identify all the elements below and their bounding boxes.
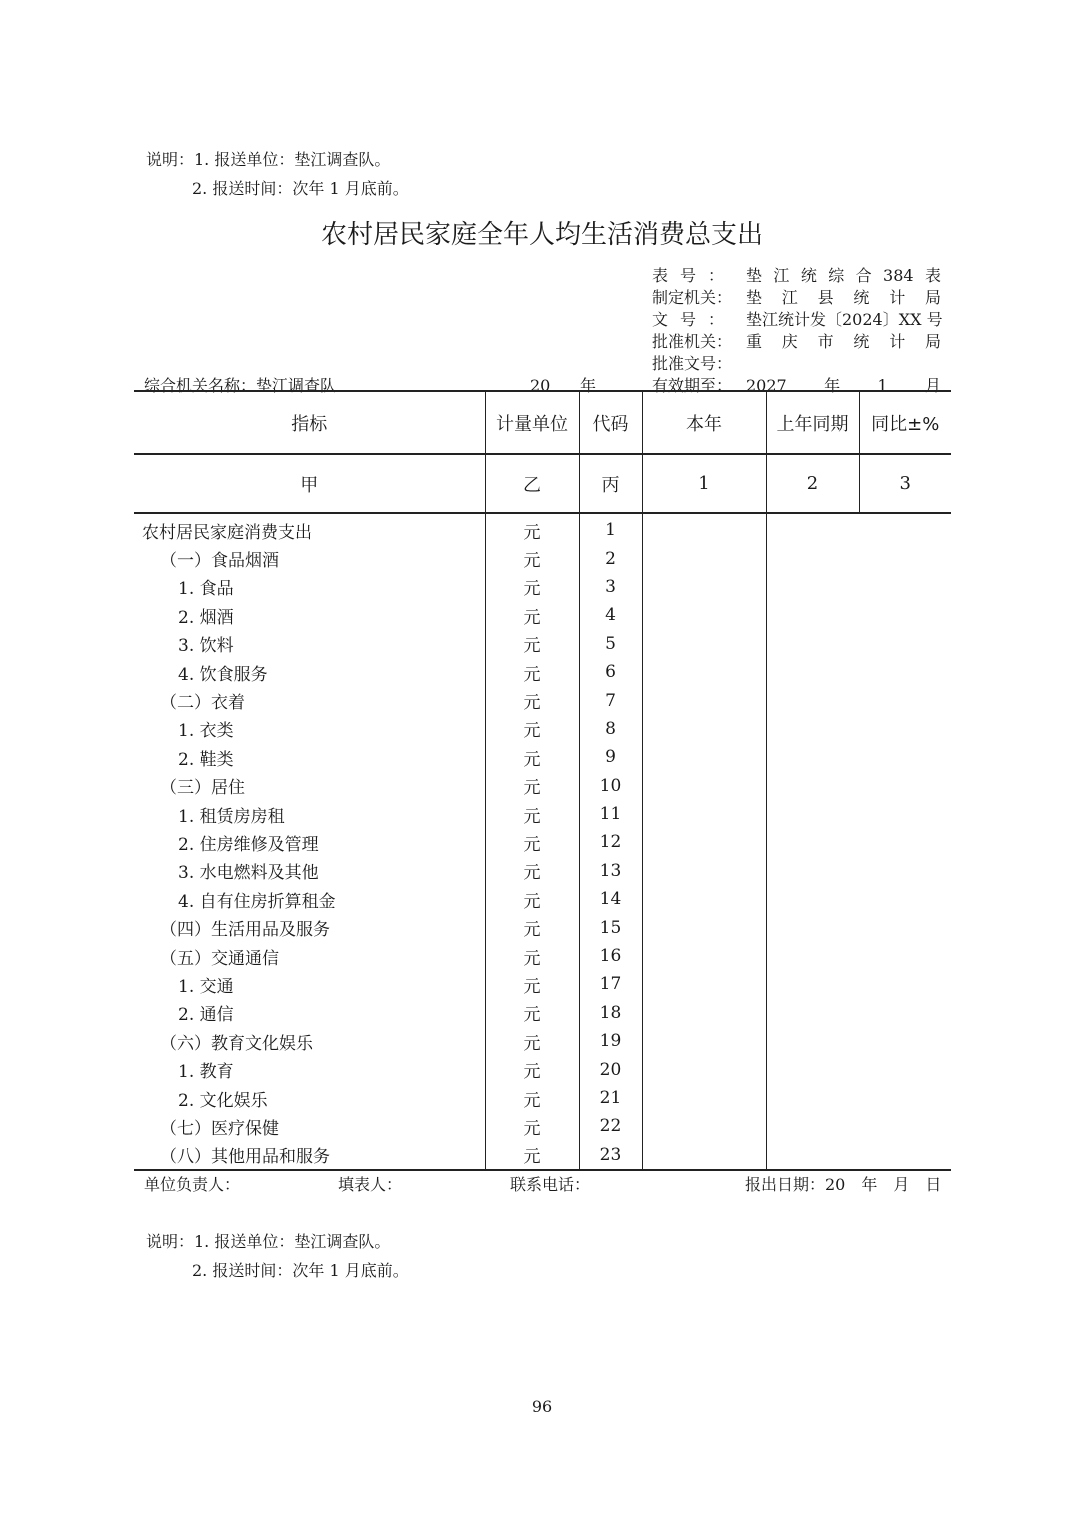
cell-last-year[interactable] bbox=[766, 601, 859, 629]
cell-last-year[interactable] bbox=[766, 885, 859, 913]
cell-current-year[interactable] bbox=[642, 772, 766, 800]
cell-last-year[interactable] bbox=[766, 772, 859, 800]
cell-last-year[interactable] bbox=[766, 857, 859, 885]
note-line-1: 说明：1. 报送单位：垫江调查队。 bbox=[146, 1232, 391, 1251]
seq-current-year: 1 bbox=[642, 454, 766, 513]
row-indicator: 2. 鞋类 bbox=[134, 743, 485, 771]
row-unit: 元 bbox=[485, 658, 579, 686]
row-unit: 元 bbox=[485, 970, 579, 998]
row-code: 1 bbox=[579, 513, 642, 544]
meta-label-form-number: 表号： bbox=[652, 266, 724, 285]
cell-yoy[interactable] bbox=[859, 601, 951, 629]
meta-label-issuer: 制定机关： bbox=[652, 288, 733, 307]
row-unit: 元 bbox=[485, 743, 579, 771]
row-code: 9 bbox=[579, 743, 642, 771]
meta-label-approver: 批准机关： bbox=[652, 332, 733, 351]
cell-current-year[interactable] bbox=[642, 885, 766, 913]
cell-current-year[interactable] bbox=[642, 715, 766, 743]
row-indicator: 1. 食品 bbox=[134, 573, 485, 601]
phone-label: 联系电话： bbox=[510, 1175, 591, 1194]
row-code: 17 bbox=[579, 970, 642, 998]
row-indicator: 3. 饮料 bbox=[134, 630, 485, 658]
seq-code: 丙 bbox=[579, 454, 642, 513]
row-indicator: 1. 衣类 bbox=[134, 715, 485, 743]
table-row bbox=[134, 800, 951, 828]
meta-label-valid-until: 有效期至： bbox=[652, 376, 733, 395]
cell-yoy[interactable] bbox=[859, 513, 951, 544]
row-code: 12 bbox=[579, 828, 642, 856]
row-code: 15 bbox=[579, 913, 642, 941]
cell-current-year[interactable] bbox=[642, 913, 766, 941]
cell-current-year[interactable] bbox=[642, 630, 766, 658]
cell-last-year[interactable] bbox=[766, 1112, 859, 1140]
table-row bbox=[134, 1055, 951, 1083]
header-indicator: 指标 bbox=[134, 391, 485, 454]
cell-current-year[interactable] bbox=[642, 857, 766, 885]
table-row bbox=[134, 828, 951, 856]
cell-yoy[interactable] bbox=[859, 942, 951, 970]
table-row bbox=[134, 1141, 951, 1170]
cell-yoy[interactable] bbox=[859, 544, 951, 572]
cell-yoy[interactable] bbox=[859, 828, 951, 856]
row-indicator: （七）医疗保健 bbox=[134, 1112, 485, 1140]
cell-current-year[interactable] bbox=[642, 999, 766, 1027]
cell-current-year[interactable] bbox=[642, 601, 766, 629]
cell-current-year[interactable] bbox=[642, 1141, 766, 1170]
meta-label-doc-number: 文号： bbox=[652, 310, 724, 329]
table-sequence-row bbox=[134, 454, 951, 513]
table-row bbox=[134, 942, 951, 970]
row-code: 2 bbox=[579, 544, 642, 572]
row-code: 20 bbox=[579, 1055, 642, 1083]
row-unit: 元 bbox=[485, 1141, 579, 1170]
table-row bbox=[134, 885, 951, 913]
row-code: 18 bbox=[579, 999, 642, 1027]
page-number: 96 bbox=[531, 1397, 553, 1416]
meta-label-approval-number: 批准文号： bbox=[652, 354, 733, 373]
row-code: 7 bbox=[579, 686, 642, 714]
cell-last-year[interactable] bbox=[766, 1055, 859, 1083]
row-code: 19 bbox=[579, 1027, 642, 1055]
expenditure-table bbox=[134, 390, 951, 1171]
table-row bbox=[134, 743, 951, 771]
cell-last-year[interactable] bbox=[766, 630, 859, 658]
table-row bbox=[134, 513, 951, 544]
row-indicator: 农村居民家庭消费支出 bbox=[134, 513, 485, 544]
row-indicator: 4. 自有住房折算租金 bbox=[134, 885, 485, 913]
cell-current-year[interactable] bbox=[642, 1055, 766, 1083]
row-unit: 元 bbox=[485, 601, 579, 629]
row-code: 5 bbox=[579, 630, 642, 658]
row-unit: 元 bbox=[485, 1084, 579, 1112]
row-unit: 元 bbox=[485, 686, 579, 714]
row-unit: 元 bbox=[485, 715, 579, 743]
cell-current-year[interactable] bbox=[642, 970, 766, 998]
table-row bbox=[134, 772, 951, 800]
cell-current-year[interactable] bbox=[642, 828, 766, 856]
row-indicator: （五）交通通信 bbox=[134, 942, 485, 970]
row-indicator: 2. 文化娱乐 bbox=[134, 1084, 485, 1112]
row-unit: 元 bbox=[485, 630, 579, 658]
cell-yoy[interactable] bbox=[859, 715, 951, 743]
meta-value-approver: 重庆市统计局 bbox=[746, 332, 941, 351]
header-current-year: 本年 bbox=[642, 391, 766, 454]
table-row bbox=[134, 658, 951, 686]
cell-yoy[interactable] bbox=[859, 970, 951, 998]
row-indicator: 3. 水电燃料及其他 bbox=[134, 857, 485, 885]
cell-last-year[interactable] bbox=[766, 942, 859, 970]
row-indicator: （一）食品烟酒 bbox=[134, 544, 485, 572]
cell-yoy[interactable] bbox=[859, 686, 951, 714]
row-indicator: 2. 住房维修及管理 bbox=[134, 828, 485, 856]
cell-yoy[interactable] bbox=[859, 913, 951, 941]
row-unit: 元 bbox=[485, 772, 579, 800]
row-unit: 元 bbox=[485, 1112, 579, 1140]
row-indicator: （二）衣着 bbox=[134, 686, 485, 714]
cell-last-year[interactable] bbox=[766, 1084, 859, 1112]
row-indicator: 1. 租赁房房租 bbox=[134, 800, 485, 828]
cell-last-year[interactable] bbox=[766, 999, 859, 1027]
table-row bbox=[134, 1112, 951, 1140]
cell-last-year[interactable] bbox=[766, 743, 859, 771]
row-unit: 元 bbox=[485, 573, 579, 601]
cell-current-year[interactable] bbox=[642, 686, 766, 714]
cell-yoy[interactable] bbox=[859, 1084, 951, 1112]
row-code: 3 bbox=[579, 573, 642, 601]
cell-yoy[interactable] bbox=[859, 1112, 951, 1140]
table-row bbox=[134, 1027, 951, 1055]
row-code: 11 bbox=[579, 800, 642, 828]
cell-yoy[interactable] bbox=[859, 885, 951, 913]
table-row bbox=[134, 686, 951, 714]
row-code: 23 bbox=[579, 1141, 642, 1170]
cell-current-year[interactable] bbox=[642, 1027, 766, 1055]
table-row bbox=[134, 715, 951, 743]
row-indicator: （四）生活用品及服务 bbox=[134, 913, 485, 941]
cell-yoy[interactable] bbox=[859, 658, 951, 686]
row-code: 10 bbox=[579, 772, 642, 800]
row-code: 16 bbox=[579, 942, 642, 970]
table-row bbox=[134, 857, 951, 885]
row-unit: 元 bbox=[485, 942, 579, 970]
cell-last-year[interactable] bbox=[766, 970, 859, 998]
cell-current-year[interactable] bbox=[642, 800, 766, 828]
table-row bbox=[134, 544, 951, 572]
cell-yoy[interactable] bbox=[859, 1027, 951, 1055]
row-indicator: （八）其他用品和服务 bbox=[134, 1141, 485, 1170]
header-last-year: 上年同期 bbox=[766, 391, 859, 454]
row-indicator: 4. 饮食服务 bbox=[134, 658, 485, 686]
note-line-1: 说明：1. 报送单位：垫江调查队。 bbox=[146, 150, 391, 169]
cell-yoy[interactable] bbox=[859, 573, 951, 601]
row-unit: 元 bbox=[485, 1027, 579, 1055]
table-row bbox=[134, 999, 951, 1027]
cell-last-year[interactable] bbox=[766, 828, 859, 856]
seq-unit: 乙 bbox=[485, 454, 579, 513]
row-code: 14 bbox=[579, 885, 642, 913]
meta-value-form-number: 垫江统综合384表 bbox=[746, 266, 941, 285]
row-unit: 元 bbox=[485, 913, 579, 941]
org-name: 综合机关名称：垫江调查队 bbox=[144, 376, 337, 395]
cell-current-year[interactable] bbox=[642, 573, 766, 601]
meta-value-valid-until: 2027年1月 bbox=[746, 376, 941, 395]
cell-last-year[interactable] bbox=[766, 513, 859, 544]
cell-last-year[interactable] bbox=[766, 658, 859, 686]
row-unit: 元 bbox=[485, 800, 579, 828]
row-code: 6 bbox=[579, 658, 642, 686]
row-code: 21 bbox=[579, 1084, 642, 1112]
cell-last-year[interactable] bbox=[766, 573, 859, 601]
row-indicator: 2. 烟酒 bbox=[134, 601, 485, 629]
note-line-2: 2. 报送时间：次年 1 月底前。 bbox=[192, 1261, 409, 1280]
row-code: 13 bbox=[579, 857, 642, 885]
table-row bbox=[134, 970, 951, 998]
row-code: 4 bbox=[579, 601, 642, 629]
cell-yoy[interactable] bbox=[859, 743, 951, 771]
cell-yoy[interactable] bbox=[859, 800, 951, 828]
row-indicator: （六）教育文化娱乐 bbox=[134, 1027, 485, 1055]
row-unit: 元 bbox=[485, 828, 579, 856]
table-row bbox=[134, 913, 951, 941]
table-row bbox=[134, 630, 951, 658]
cell-last-year[interactable] bbox=[766, 686, 859, 714]
table-header-row bbox=[134, 391, 951, 454]
row-indicator: 1. 交通 bbox=[134, 970, 485, 998]
cell-yoy[interactable] bbox=[859, 772, 951, 800]
filler-label: 填表人： bbox=[338, 1175, 403, 1194]
row-unit: 元 bbox=[485, 513, 579, 544]
row-indicator: 1. 教育 bbox=[134, 1055, 485, 1083]
page-title: 农村居民家庭全年人均生活消费总支出 bbox=[320, 220, 763, 250]
cell-yoy[interactable] bbox=[859, 999, 951, 1027]
cell-last-year[interactable] bbox=[766, 715, 859, 743]
seq-indicator: 甲 bbox=[134, 454, 485, 513]
row-code: 8 bbox=[579, 715, 642, 743]
cell-last-year[interactable] bbox=[766, 1027, 859, 1055]
row-unit: 元 bbox=[485, 857, 579, 885]
note-line-2: 2. 报送时间：次年 1 月底前。 bbox=[192, 179, 409, 198]
cell-current-year[interactable] bbox=[642, 544, 766, 572]
responsible-person-label: 单位负责人： bbox=[144, 1175, 241, 1194]
table-row bbox=[134, 601, 951, 629]
table-row bbox=[134, 1084, 951, 1112]
row-code: 22 bbox=[579, 1112, 642, 1140]
row-unit: 元 bbox=[485, 544, 579, 572]
report-year: 20 年 bbox=[530, 376, 596, 395]
table-row bbox=[134, 573, 951, 601]
cell-yoy[interactable] bbox=[859, 630, 951, 658]
cell-yoy[interactable] bbox=[859, 1055, 951, 1083]
cell-last-year[interactable] bbox=[766, 544, 859, 572]
report-date-label: 报出日期：20 年 月 日 bbox=[745, 1175, 942, 1194]
row-unit: 元 bbox=[485, 885, 579, 913]
header-code: 代码 bbox=[579, 391, 642, 454]
cell-last-year[interactable] bbox=[766, 1141, 859, 1170]
cell-last-year[interactable] bbox=[766, 800, 859, 828]
seq-yoy: 3 bbox=[859, 454, 951, 513]
row-indicator: 2. 通信 bbox=[134, 999, 485, 1027]
cell-current-year[interactable] bbox=[642, 743, 766, 771]
row-unit: 元 bbox=[485, 999, 579, 1027]
cell-current-year[interactable] bbox=[642, 1084, 766, 1112]
row-unit: 元 bbox=[485, 1055, 579, 1083]
cell-yoy[interactable] bbox=[859, 857, 951, 885]
cell-current-year[interactable] bbox=[642, 658, 766, 686]
cell-yoy[interactable] bbox=[859, 1141, 951, 1170]
cell-current-year[interactable] bbox=[642, 942, 766, 970]
header-unit: 计量单位 bbox=[485, 391, 579, 454]
cell-current-year[interactable] bbox=[642, 513, 766, 544]
cell-last-year[interactable] bbox=[766, 913, 859, 941]
seq-last-year: 2 bbox=[766, 454, 859, 513]
cell-current-year[interactable] bbox=[642, 1112, 766, 1140]
meta-value-issuer: 垫江县统计局 bbox=[746, 288, 941, 307]
meta-value-doc-number: 垫江统计发〔2024〕XX 号 bbox=[746, 310, 943, 329]
row-indicator: （三）居住 bbox=[134, 772, 485, 800]
header-yoy: 同比±% bbox=[859, 391, 951, 454]
